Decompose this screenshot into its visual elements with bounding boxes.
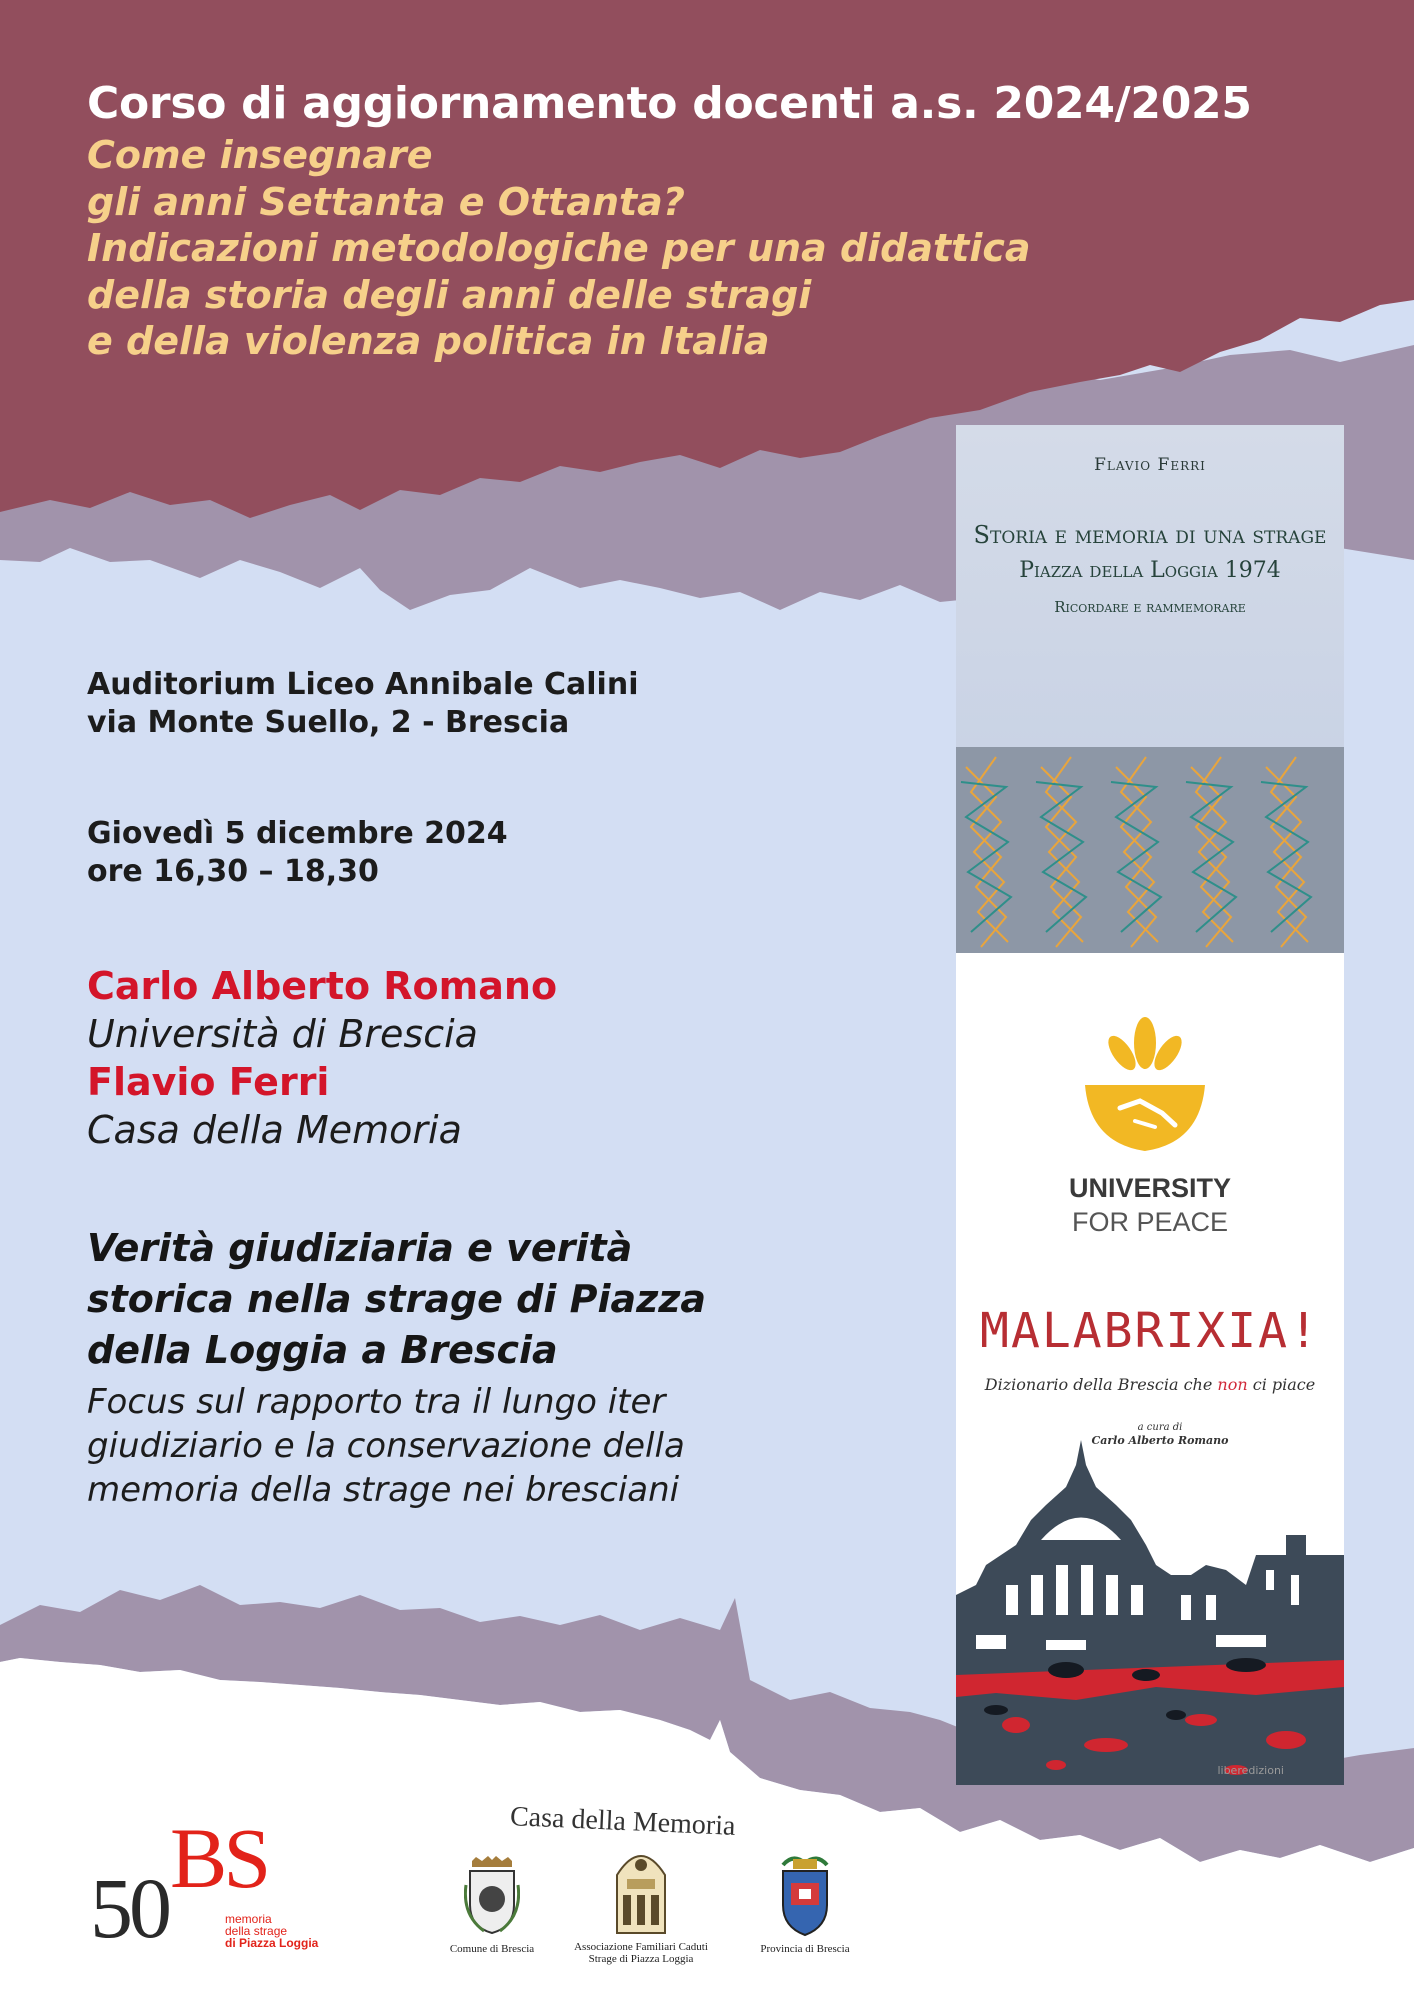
book-title xyxy=(956,517,1344,625)
brescia-skyline-image xyxy=(956,1425,1344,1785)
publisher-label: liberedizioni xyxy=(1217,1764,1284,1777)
speaker-affiliation: Casa della Memoria xyxy=(87,1108,462,1152)
venue xyxy=(87,666,638,742)
book-subtitle-pre: Dizionario della Brescia che xyxy=(984,1375,1218,1394)
course-subtitle xyxy=(87,132,1031,365)
book-title: MALABRIXIA! xyxy=(980,1303,1320,1359)
book-subtitle-post: ci piace xyxy=(1247,1375,1316,1394)
loggia-building-icon xyxy=(613,1843,669,1935)
event-date xyxy=(87,815,508,891)
course-subtitle-line: Indicazioni metodologiche per una didattica xyxy=(87,226,1031,270)
book-title-line: Piazza della Loggia 1974 xyxy=(1019,558,1281,583)
editor-name: Carlo Alberto Romano xyxy=(1091,1434,1229,1447)
logo-caption-line: di Piazza Loggia xyxy=(225,1936,319,1950)
talk-subtitle xyxy=(87,1380,685,1512)
casa-della-memoria-title: Casa della Memoria xyxy=(509,1801,737,1842)
50-anni-memoria-logo xyxy=(90,1810,330,1960)
coat-of-arms-icon xyxy=(464,1855,520,1937)
associazione-familiari-emblem xyxy=(556,1843,726,1965)
string-art-image xyxy=(956,747,1344,953)
talk-title-line: Verità giudiziaria e verità xyxy=(87,1226,633,1270)
talk-title xyxy=(87,1223,706,1376)
talk-title-line: storica nella strage di Piazza xyxy=(87,1277,707,1321)
logo-bs-text: BS xyxy=(170,1810,268,1906)
speaker-affiliation: Università di Brescia xyxy=(87,1012,478,1056)
comune-label: Comune di Brescia xyxy=(449,1943,535,1955)
book-editor xyxy=(956,1421,1344,1448)
talk-title-line: della Loggia a Brescia xyxy=(87,1328,558,1372)
course-subtitle-line: gli anni Settanta e Ottanta? xyxy=(87,179,685,224)
talk-subtitle-line: Focus sul rapporto tra il lungo iter xyxy=(87,1382,666,1422)
book-title-line: Storia e memoria di una strage xyxy=(973,521,1327,549)
university-line: UNIVERSITY xyxy=(1068,1173,1232,1203)
speaker-name: Carlo Alberto Romano xyxy=(87,964,558,1008)
venue-address: via Monte Suello, 2 - Brescia xyxy=(87,705,570,740)
event-day: Giovedì 5 dicembre 2024 xyxy=(87,816,508,851)
logo-50-text: 50 xyxy=(90,1860,168,1956)
handshake-leaf-icon xyxy=(1080,1003,1210,1153)
logo-caption-line: della strage xyxy=(225,1924,288,1938)
course-subtitle-line: e della violenza politica in Italia xyxy=(87,319,770,363)
associazione-label-line: Strage di Piazza Loggia xyxy=(588,1953,694,1965)
venue-name: Auditorium Liceo Annibale Calini xyxy=(87,667,639,702)
provincia-label: Provincia di Brescia xyxy=(760,1943,850,1955)
a-cura-di-label: a cura di xyxy=(1137,1422,1183,1433)
comune-di-brescia-emblem xyxy=(437,1855,547,1955)
for-peace-line: FOR PEACE xyxy=(1071,1207,1229,1237)
logo-caption-line: memoria xyxy=(225,1912,272,1926)
university-for-peace-logo xyxy=(956,953,1344,1275)
logo-caption xyxy=(225,1913,318,1949)
book-subtitle-em: non xyxy=(1217,1375,1248,1394)
book-author: Flavio Ferri xyxy=(1094,455,1206,475)
book-subtitle xyxy=(956,1375,1344,1394)
book-title-line: Ricordare e rammemorare xyxy=(1054,598,1246,616)
speakers xyxy=(87,962,557,1154)
course-subtitle-line: Come insegnare xyxy=(87,133,433,177)
book-cover-storia-e-memoria xyxy=(956,425,1344,953)
course-title: Corso di aggiornamento docenti a.s. 2024/2025 xyxy=(87,78,1252,129)
event-time: ore 16,30 – 18,30 xyxy=(87,854,379,889)
speaker-name: Flavio Ferri xyxy=(87,1060,330,1104)
talk-subtitle-line: giudiziario e la conservazione della xyxy=(87,1426,685,1466)
provincia-di-brescia-emblem xyxy=(750,1855,860,1955)
course-subtitle-line: della storia degli anni delle stragi xyxy=(87,272,812,317)
provincia-shield-icon xyxy=(773,1855,837,1937)
talk-subtitle-line: memoria della strage nei bresciani xyxy=(87,1470,680,1510)
university-for-peace-name xyxy=(956,1171,1344,1239)
associazione-label-line: Associazione Familiari Caduti xyxy=(574,1941,708,1953)
book-cover-malabrixia xyxy=(956,1275,1344,1785)
